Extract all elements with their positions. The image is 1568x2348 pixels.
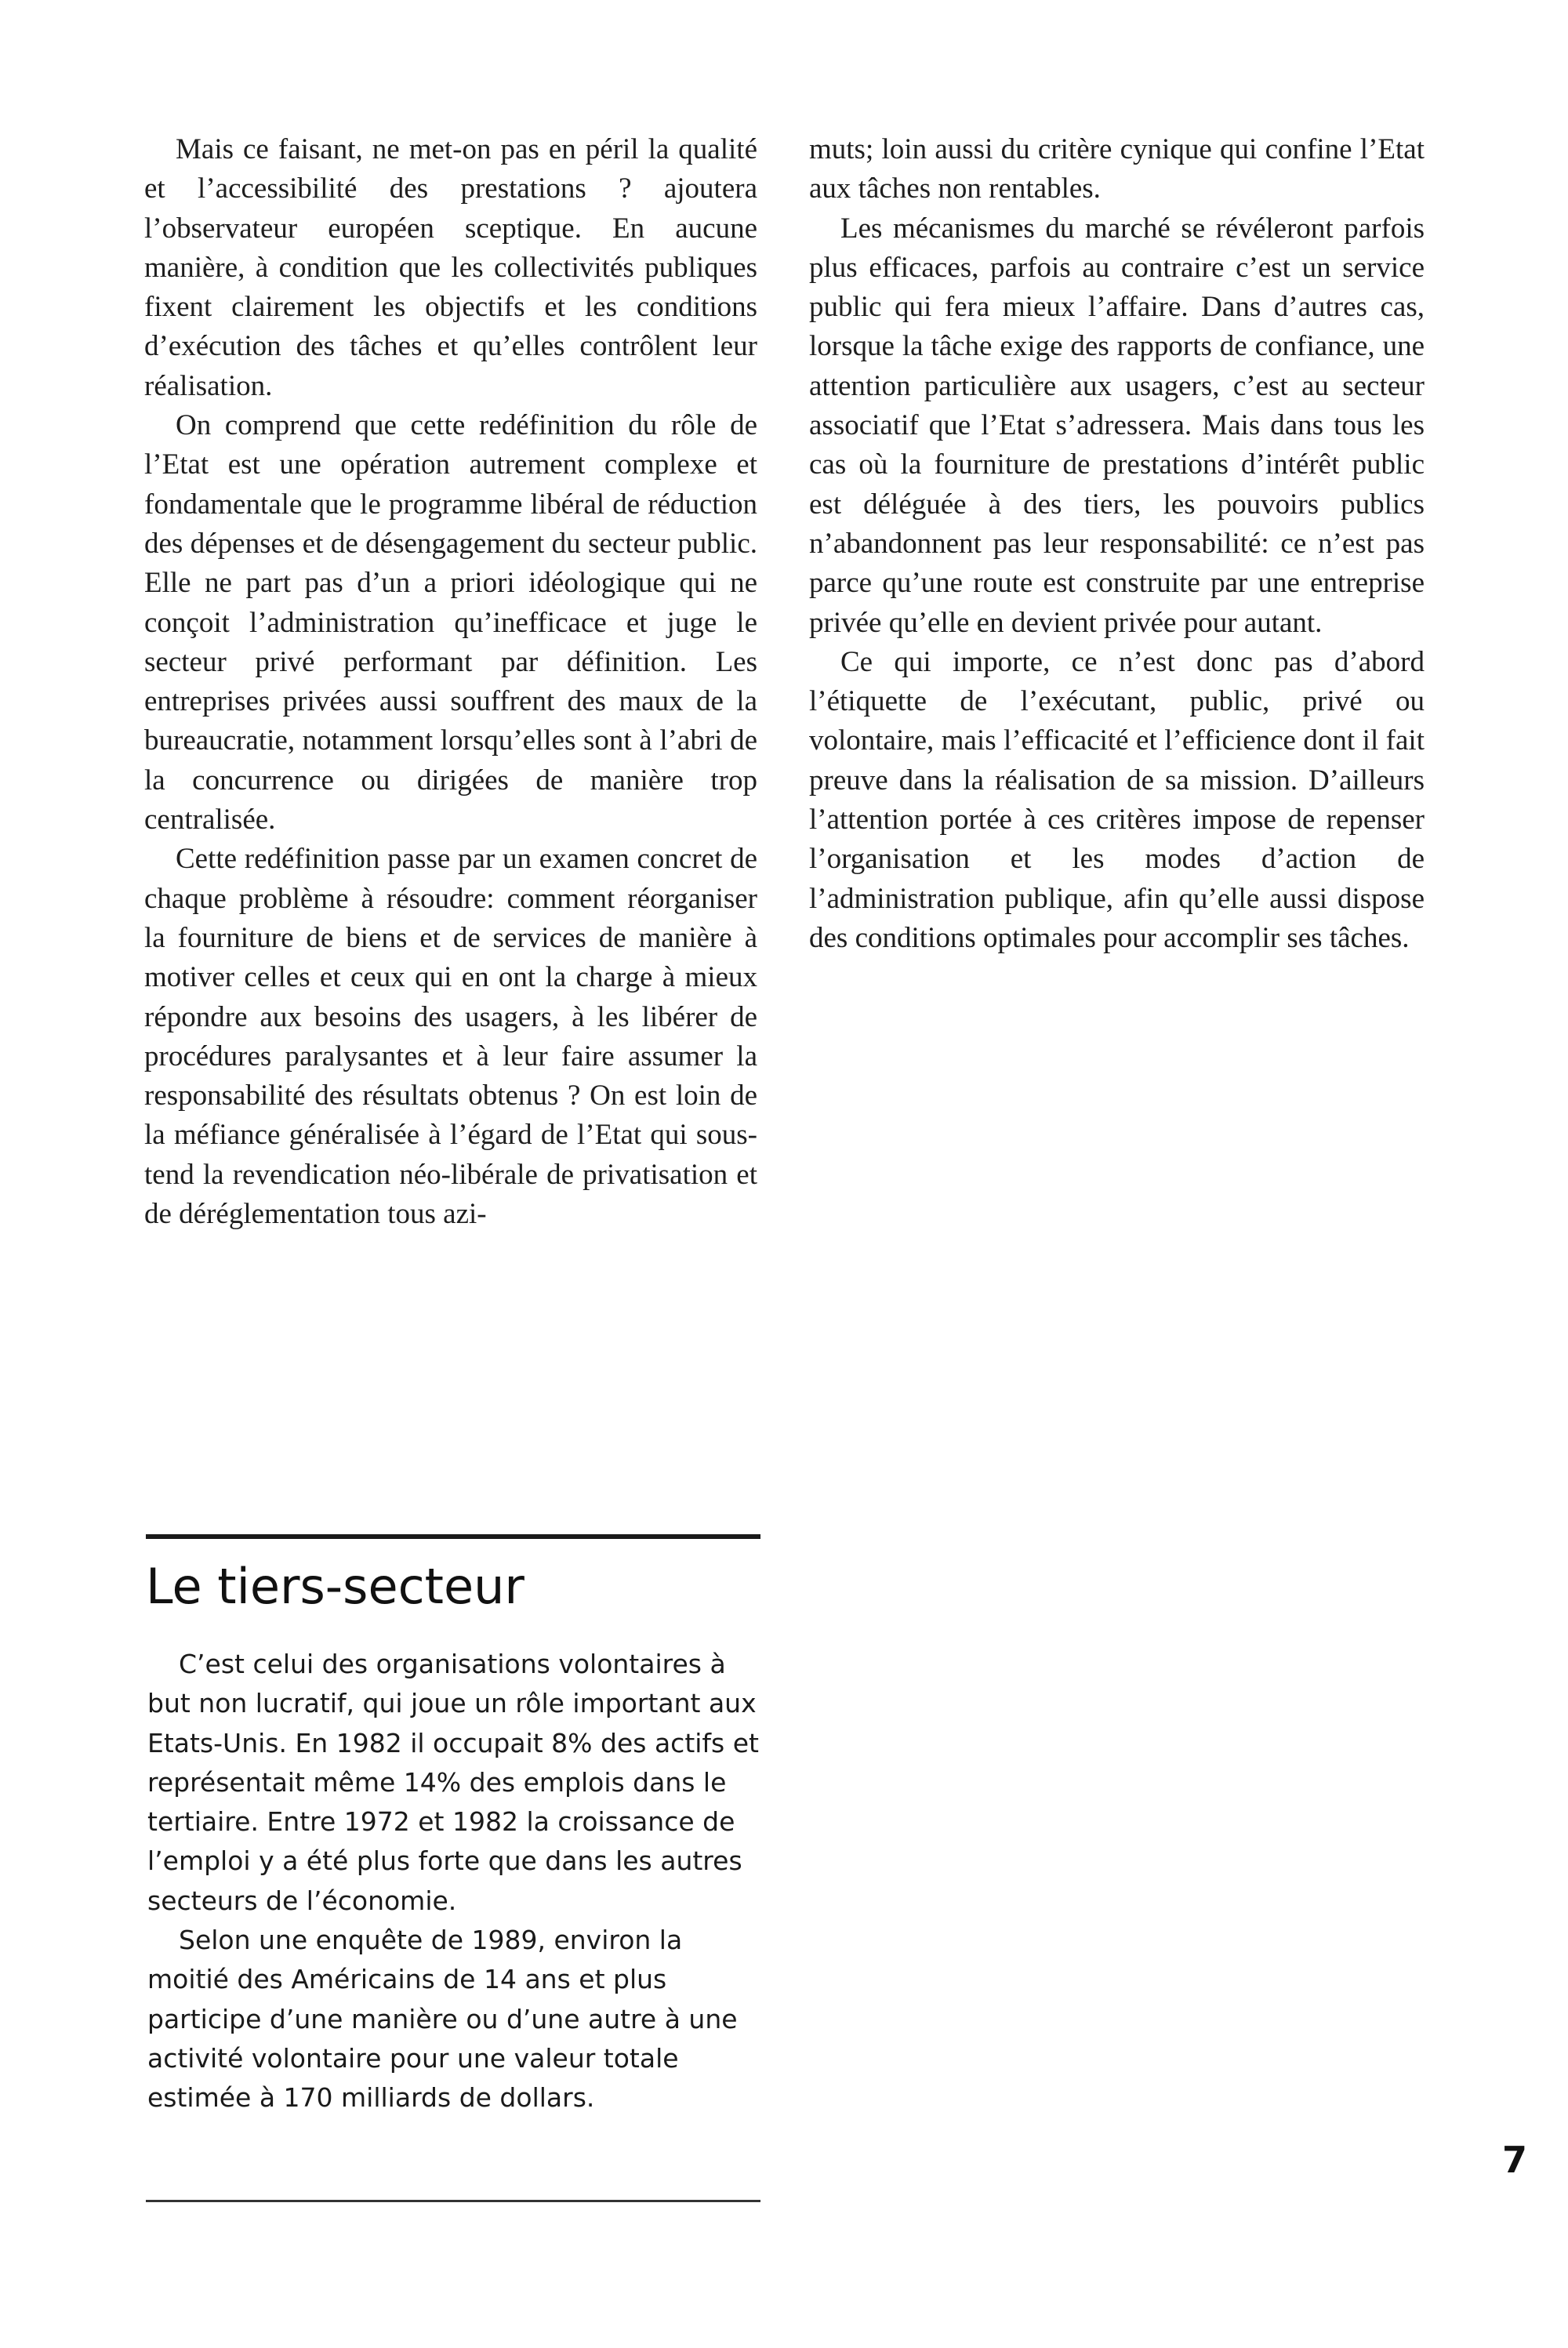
- sidebar-paragraph: C’est celui des organisations volontaires à but non lucratif, qui joue un rôle important aux Etats-Unis. En 1982 il occupait 8% des actifs et représentait même 14% des emplois dans le tertiaire. Entre 1972 et 1982 la croissance de l’emploi y a été plus forte que dans les autres secteurs de l’économie.: [147, 1649, 759, 1916]
- article-paragraph-continued: muts; loin aussi du critère cynique qui confine l’Etat aux tâches non rentables.: [809, 133, 1425, 205]
- sidebar-paragraph: Selon une enquête de 1989, environ la moitié des Américains de 14 ans et plus participe d’une manière ou d’une autre à une activité volontaire pour une valeur totale estimée à 170 milliards de dollars.: [147, 1925, 738, 2114]
- sidebar-title: Le tiers-secteur: [146, 1558, 524, 1615]
- article-paragraph: Mais ce faisant, ne met-on pas en péril la qualité et l’accessibilité des prestations ? ajoutera l’observateur européen sceptique. En aucune manière, à condition que les collectivités publiques fixent clairement les objectifs et les conditions d’exécution des tâches et qu’elles contrôlent leur réalisation.: [144, 133, 757, 402]
- article-paragraph: Cette redéfinition passe par un examen concret de chaque problème à résoudre: comment réorganiser la fourniture de biens et de services de manière à motiver celles et ceux qui en ont la charge à mieux répondre aux besoins des usagers, à les libérer de procédures paralysantes et à leur faire assumer la responsabilité des résultats obtenus ? On est loin de la méfiance généralisée à l’égard de l’Etat qui sous-tend la revendication néo-libérale de privatisation et de déréglementation tous azi-: [144, 843, 757, 1231]
- page-number: 7: [1502, 2139, 1528, 2181]
- article-right-column: [809, 130, 1425, 958]
- article-paragraph: Ce qui importe, ce n’est donc pas d’abord l’étiquette de l’exécutant, public, privé ou volontaire, mais l’efficacité et l’efficience dont il fait preuve dans la réalisation de sa mission. D’ailleurs l’attention portée à ces critères impose de repenser l’organisation et les modes d’action de l’administration publique, afin qu’elle aussi dispose des conditions optimales pour accomplir ses tâches.: [809, 645, 1425, 954]
- article-paragraph: On comprend que cette redéfinition du rôle de l’Etat est une opération autrement complexe et fondamentale que le programme libéral de réduction des dépenses et de désengagement du secteur public. Elle ne part pas d’un a priori idéologique qui ne conçoit l’administration qu’inefficace et juge le secteur privé performant par définition. Les entreprises privées aussi souffrent des maux de la bureaucratie, notamment lorsqu’elles sont à l’abri de la concurrence ou dirigées de manière trop centralisée.: [144, 409, 757, 836]
- sidebar-bottom-rule: [146, 2200, 760, 2202]
- article-paragraph: Les mécanismes du marché se révéleront parfois plus efficaces, parfois au contraire c’est un service public qui fera mieux l’affaire. Dans d’autres cas, lorsque la tâche exige des rapports de confiance, une attention particulière aux usagers, c’est au secteur associatif que l’Etat s’adressera. Mais dans tous les cas où la fourniture de prestations d’intérêt public est déléguée à des tiers, les pouvoirs publics n’abandonnent pas leur responsabilité: ce n’est pas parce qu’une route est construite par une entreprise privée qu’elle en devient privée pour autant.: [809, 212, 1425, 639]
- article-left-column: [144, 130, 757, 1234]
- sidebar-body: [147, 1645, 760, 2118]
- sidebar-top-rule: [146, 1534, 760, 1539]
